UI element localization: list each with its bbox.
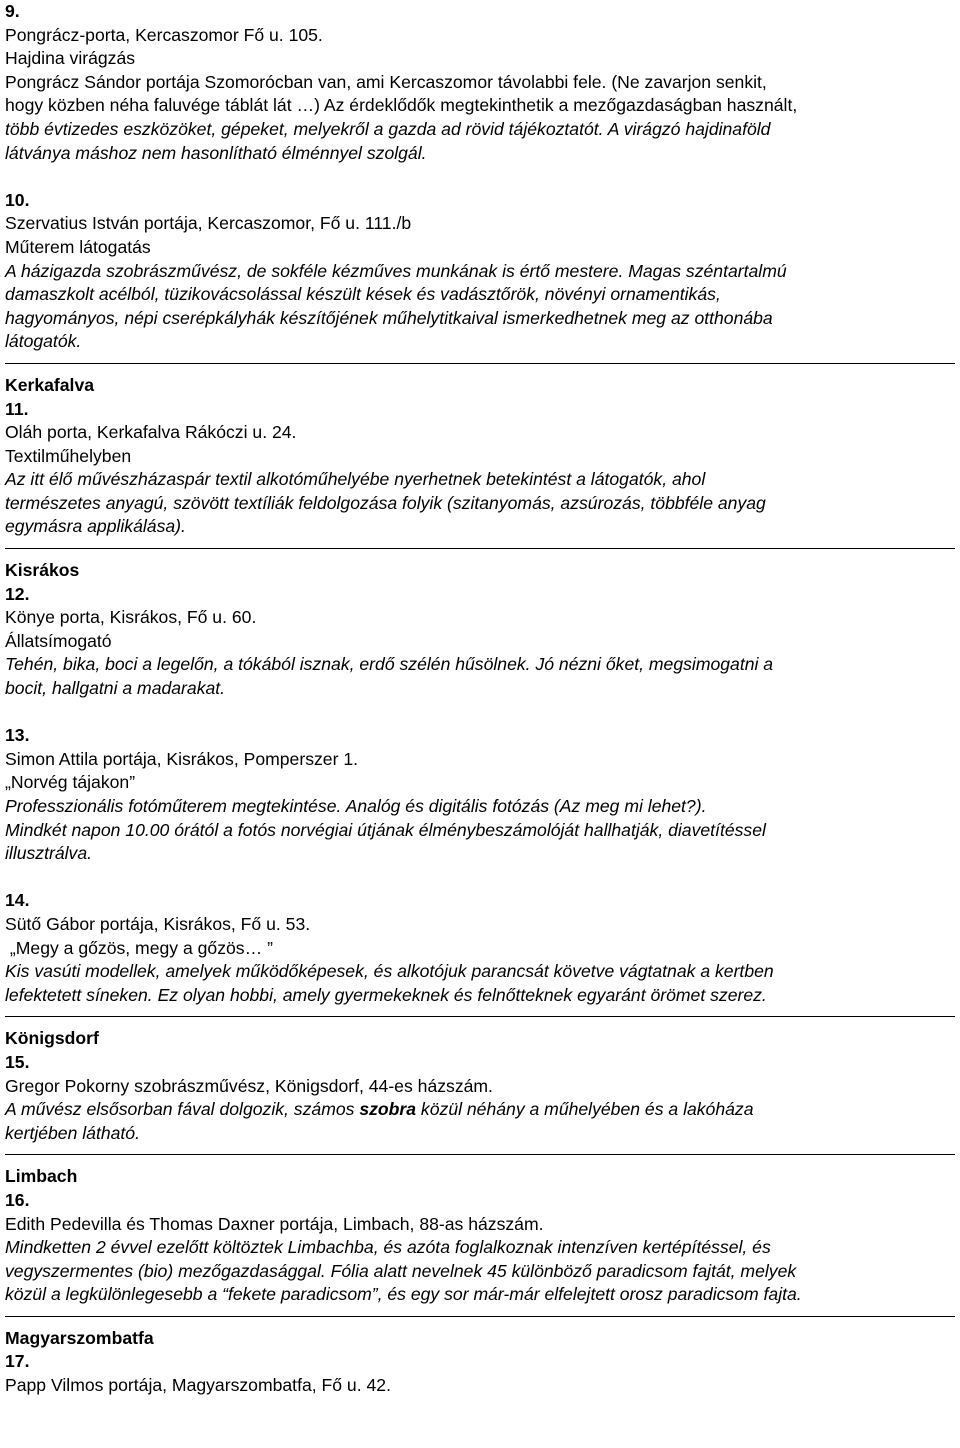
- item-description-line: illusztrálva.: [5, 843, 93, 864]
- item-address: Gregor Pokorny szobrászművész, Königsdorf, 44-es házszám.: [5, 1075, 493, 1096]
- description-emphasis: szobra: [359, 1099, 417, 1120]
- village-heading: Königsdorf: [5, 1028, 99, 1049]
- item-description-line: Mindketten 2 évvel ezelőtt költöztek Limbachba, és azóta foglalkoznak intenzíven kertépítéssel, és: [5, 1237, 771, 1258]
- item-description-line: Mindkét napon 10.00 órától a fotós norvégiai útjának élménybeszámolóját hallhatják, diavetítéssel: [5, 819, 766, 840]
- description-text: A művész elsősorban fával dolgozik, számos: [5, 1099, 360, 1120]
- item-address: Sütő Gábor portája, Kisrákos, Fő u. 53.: [5, 913, 311, 934]
- item-subtitle: Textilműhelyben: [5, 445, 132, 466]
- item-address: Könye porta, Kisrákos, Fő u. 60.: [5, 607, 257, 628]
- section-divider: [5, 1154, 955, 1155]
- village-heading: Limbach: [5, 1166, 78, 1187]
- item-description-line: több évtizedes eszközöket, gépeket, melyekről a gazda ad rövid tájékoztatót. A virágzó hajdinaföld: [5, 118, 771, 139]
- item-number: 12.: [5, 583, 30, 604]
- item-description-line: damaszkolt acélból, tüzikovácsolással készült kések és vadásztőrök, növényi ornamentikás,: [5, 284, 721, 305]
- item-address: Papp Vilmos portája, Magyarszombatfa, Fő u. 42.: [5, 1375, 391, 1396]
- item-description-line: vegyszermentes (bio) mezőgazdasággal. Fólia alatt nevelnek 45 különböző paradicsom fajtát, melyek: [5, 1260, 797, 1281]
- item-description-line: Az itt élő művészházaspár textil alkotóműhelyébe nyerhetnek betekintést a látogatók, ahol: [5, 469, 706, 490]
- item-subtitle: Műterem látogatás: [5, 236, 151, 257]
- item-number: 16.: [5, 1189, 30, 1210]
- item-address: Edith Pedevilla és Thomas Daxner portája, Limbach, 88-as házszám.: [5, 1213, 544, 1234]
- item-description-line: [5, 1098, 955, 1122]
- section-divider: [5, 1316, 955, 1317]
- item-description-line: Kis vasúti modellek, amelyek működőképesek, és alkotójuk parancsát követve vágtatnak a kertben: [5, 961, 774, 982]
- item-description-line: lefektetett síneken. Ez olyan hobbi, amely gyermekeknek és felnőtteknek egyaránt örömet szerez.: [5, 984, 767, 1005]
- village-heading: Kerkafalva: [5, 374, 95, 395]
- section-divider: [5, 548, 955, 549]
- item-description-line: hagyományos, népi cserépkályhák készítőjének műhelytitkaival ismerkedhetnek meg az otthonába: [5, 307, 773, 328]
- item-description-line: látványa máshoz nem hasonlítható élménnyel szolgál.: [5, 142, 427, 163]
- village-heading: Kisrákos: [5, 560, 80, 581]
- item-description-line: kertjében látható.: [5, 1122, 140, 1143]
- item-address: Oláh porta, Kerkafalva Rákóczi u. 24.: [5, 422, 297, 443]
- item-description-line: közül a legkülönlegesebb a “fekete paradicsom”, és egy sor már-már elfelejtett orosz paradicsom fajta.: [5, 1284, 802, 1305]
- item-number: 10.: [5, 189, 30, 210]
- item-number: 14.: [5, 890, 30, 911]
- item-description-line: látogatók.: [5, 331, 82, 352]
- item-description-line: Pongrácz Sándor portája Szomorócban van, ami Kercaszomor távolabbi fele. (Ne zavarjon senkit,: [5, 71, 767, 92]
- item-address: Szervatius István portája, Kercaszomor, Fő u. 111./b: [5, 213, 412, 234]
- item-number: 13.: [5, 725, 30, 746]
- item-number: 17.: [5, 1351, 30, 1372]
- section-divider: [5, 363, 955, 364]
- item-subtitle: „Megy a gőzös, megy a gőzös… ”: [5, 937, 273, 958]
- item-number: 11.: [5, 398, 29, 419]
- description-text: közül néhány a műhelyében és a lakóháza: [416, 1099, 754, 1120]
- item-subtitle: Hajdina virágzás: [5, 48, 136, 69]
- item-description-line: A házigazda szobrászművész, de sokféle kézműves munkának is értő mestere. Magas széntartalmú: [5, 260, 787, 281]
- village-heading: Magyarszombatfa: [5, 1327, 154, 1348]
- item-description-line: egymásra applikálása).: [5, 516, 186, 537]
- item-subtitle: „Norvég tájakon”: [5, 772, 136, 793]
- item-address: Pongrácz-porta, Kercaszomor Fő u. 105.: [5, 24, 323, 45]
- section-divider: [5, 1016, 955, 1017]
- item-description-line: Professzionális fotóműterem megtekintése. Analóg és digitális fotózás (Az meg mi lehet?).: [5, 796, 707, 816]
- item-description-line: Tehén, bika, boci a legelőn, a tókából isznak, erdő szélén hűsölnek. Jó nézni őket, megsimogatni a: [5, 654, 774, 675]
- document-page: [5, 0, 955, 1398]
- item-subtitle: Állatsímogató: [5, 630, 112, 651]
- item-number: 9.: [5, 1, 20, 21]
- item-description-line: természetes anyagú, szövött textíliák feldolgozása folyik (szitanyomás, azsúrozás, többféle anyag: [5, 492, 766, 513]
- item-address: Simon Attila portája, Kisrákos, Pomperszer 1.: [5, 748, 359, 769]
- item-number: 15.: [5, 1051, 30, 1072]
- item-description-line: bocit, hallgatni a madarakat.: [5, 678, 226, 699]
- item-description-line: hogy közben néha faluvége táblát lát …) Az érdeklődők megtekinthetik a mezőgazdaságban használt,: [5, 95, 798, 116]
